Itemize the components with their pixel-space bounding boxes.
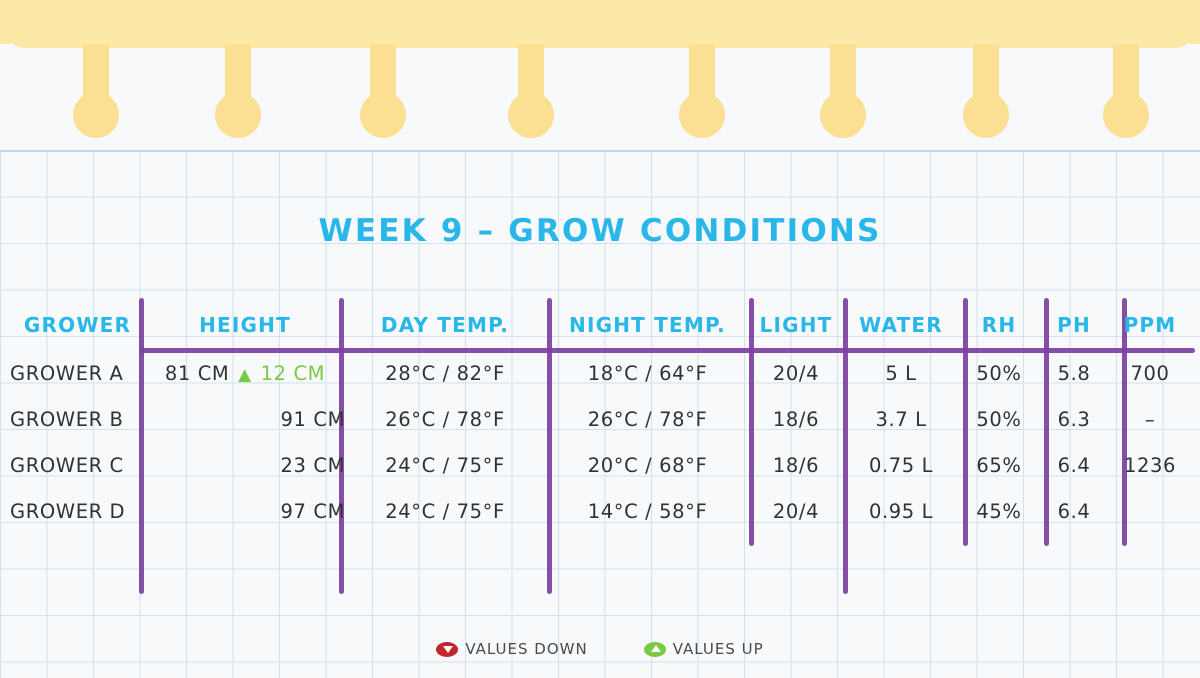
cell-ppm: 700 bbox=[1130, 361, 1170, 385]
table-header-row bbox=[10, 300, 1190, 350]
cell-day-temp: 26°C / 78°F bbox=[385, 407, 505, 431]
binder-ring bbox=[73, 44, 119, 140]
cell-night-temp: 18°C / 64°F bbox=[587, 361, 708, 385]
cell-light: 20/4 bbox=[772, 361, 820, 385]
column-header-light: LIGHT bbox=[759, 313, 833, 337]
cell-rh: 50% bbox=[976, 361, 1022, 385]
arrow-up-icon: ▲ bbox=[238, 364, 252, 385]
cell-ph: 6.4 bbox=[1057, 453, 1091, 477]
legend-item-values-down bbox=[436, 640, 587, 658]
cell-ph: 6.3 bbox=[1057, 407, 1091, 431]
cell-light: 20/4 bbox=[772, 499, 820, 523]
legend-label-values-up: VALUES UP bbox=[672, 640, 764, 658]
cell-ph: 5.8 bbox=[1057, 361, 1091, 385]
cell-rh: 65% bbox=[976, 453, 1022, 477]
cell-grower: GROWER D bbox=[10, 499, 126, 523]
column-header-day-temp: DAY TEMP. bbox=[380, 313, 510, 337]
column-header-ph: PH bbox=[1057, 313, 1091, 337]
cell-ppm: – bbox=[1144, 407, 1156, 431]
cell-ppm bbox=[1110, 488, 1190, 534]
cell-ppm: 1236 bbox=[1123, 453, 1177, 477]
column-header-water: WATER bbox=[859, 313, 943, 337]
binder-ring bbox=[820, 44, 866, 140]
cell-water: 5 L bbox=[885, 361, 917, 385]
cell-grower: GROWER A bbox=[10, 361, 124, 385]
table-row bbox=[10, 488, 1190, 534]
table-row bbox=[10, 350, 1190, 396]
cell-light: 18/6 bbox=[772, 453, 820, 477]
cell-rh: 45% bbox=[976, 499, 1022, 523]
cell-night-temp: 26°C / 78°F bbox=[587, 407, 708, 431]
binder-strip-inner bbox=[0, 0, 1200, 44]
grow-conditions-table-wrap bbox=[10, 300, 1200, 534]
binder-strip bbox=[0, 0, 1200, 48]
page-title: WEEK 9 – GROW CONDITIONS bbox=[318, 213, 882, 249]
cell-ph: 6.4 bbox=[1057, 499, 1091, 523]
binder-ring bbox=[215, 44, 261, 140]
cell-day-temp: 24°C / 75°F bbox=[385, 453, 505, 477]
cell-height: 91 CM bbox=[280, 407, 345, 431]
cell-night-temp: 20°C / 68°F bbox=[587, 453, 708, 477]
cell-water: 0.95 L bbox=[868, 499, 934, 523]
cell-day-temp: 24°C / 75°F bbox=[385, 499, 505, 523]
cell-grower: GROWER C bbox=[10, 453, 124, 477]
column-header-ppm: PPM bbox=[1123, 313, 1177, 337]
binder-rings bbox=[0, 44, 1200, 144]
cell-day-temp: 28°C / 82°F bbox=[385, 361, 505, 385]
binder-ring bbox=[963, 44, 1009, 140]
cell-height: 97 CM bbox=[280, 499, 345, 523]
binder-ring bbox=[360, 44, 406, 140]
column-header-night-temp: NIGHT TEMP. bbox=[569, 313, 726, 337]
cell-night-temp: 14°C / 58°F bbox=[587, 499, 708, 523]
height-value: 81 CM bbox=[164, 361, 230, 385]
binder-ring bbox=[1103, 44, 1149, 140]
table-row bbox=[10, 396, 1190, 442]
height-delta: 12 CM bbox=[260, 361, 326, 385]
column-header-height: HEIGHT bbox=[199, 313, 291, 337]
column-header-rh: RH bbox=[981, 313, 1017, 337]
cell-rh: 50% bbox=[976, 407, 1022, 431]
cell-grower: GROWER B bbox=[10, 407, 124, 431]
table-row bbox=[10, 442, 1190, 488]
cell-light: 18/6 bbox=[772, 407, 820, 431]
legend-item-values-up bbox=[644, 640, 764, 658]
cell-water: 0.75 L bbox=[868, 453, 934, 477]
cell-height bbox=[145, 350, 345, 396]
paper-top-edge-line bbox=[0, 150, 1200, 152]
grow-conditions-table bbox=[10, 300, 1190, 534]
arrow-up-icon bbox=[644, 642, 666, 657]
binder-ring bbox=[679, 44, 725, 140]
cell-water: 3.7 L bbox=[875, 407, 927, 431]
cell-height: 23 CM bbox=[280, 453, 345, 477]
legend bbox=[0, 640, 1200, 658]
arrow-down-icon bbox=[436, 642, 458, 657]
column-header-grower: GROWER bbox=[23, 313, 132, 337]
legend-label-values-down: VALUES DOWN bbox=[465, 640, 588, 658]
binder-ring bbox=[508, 44, 554, 140]
